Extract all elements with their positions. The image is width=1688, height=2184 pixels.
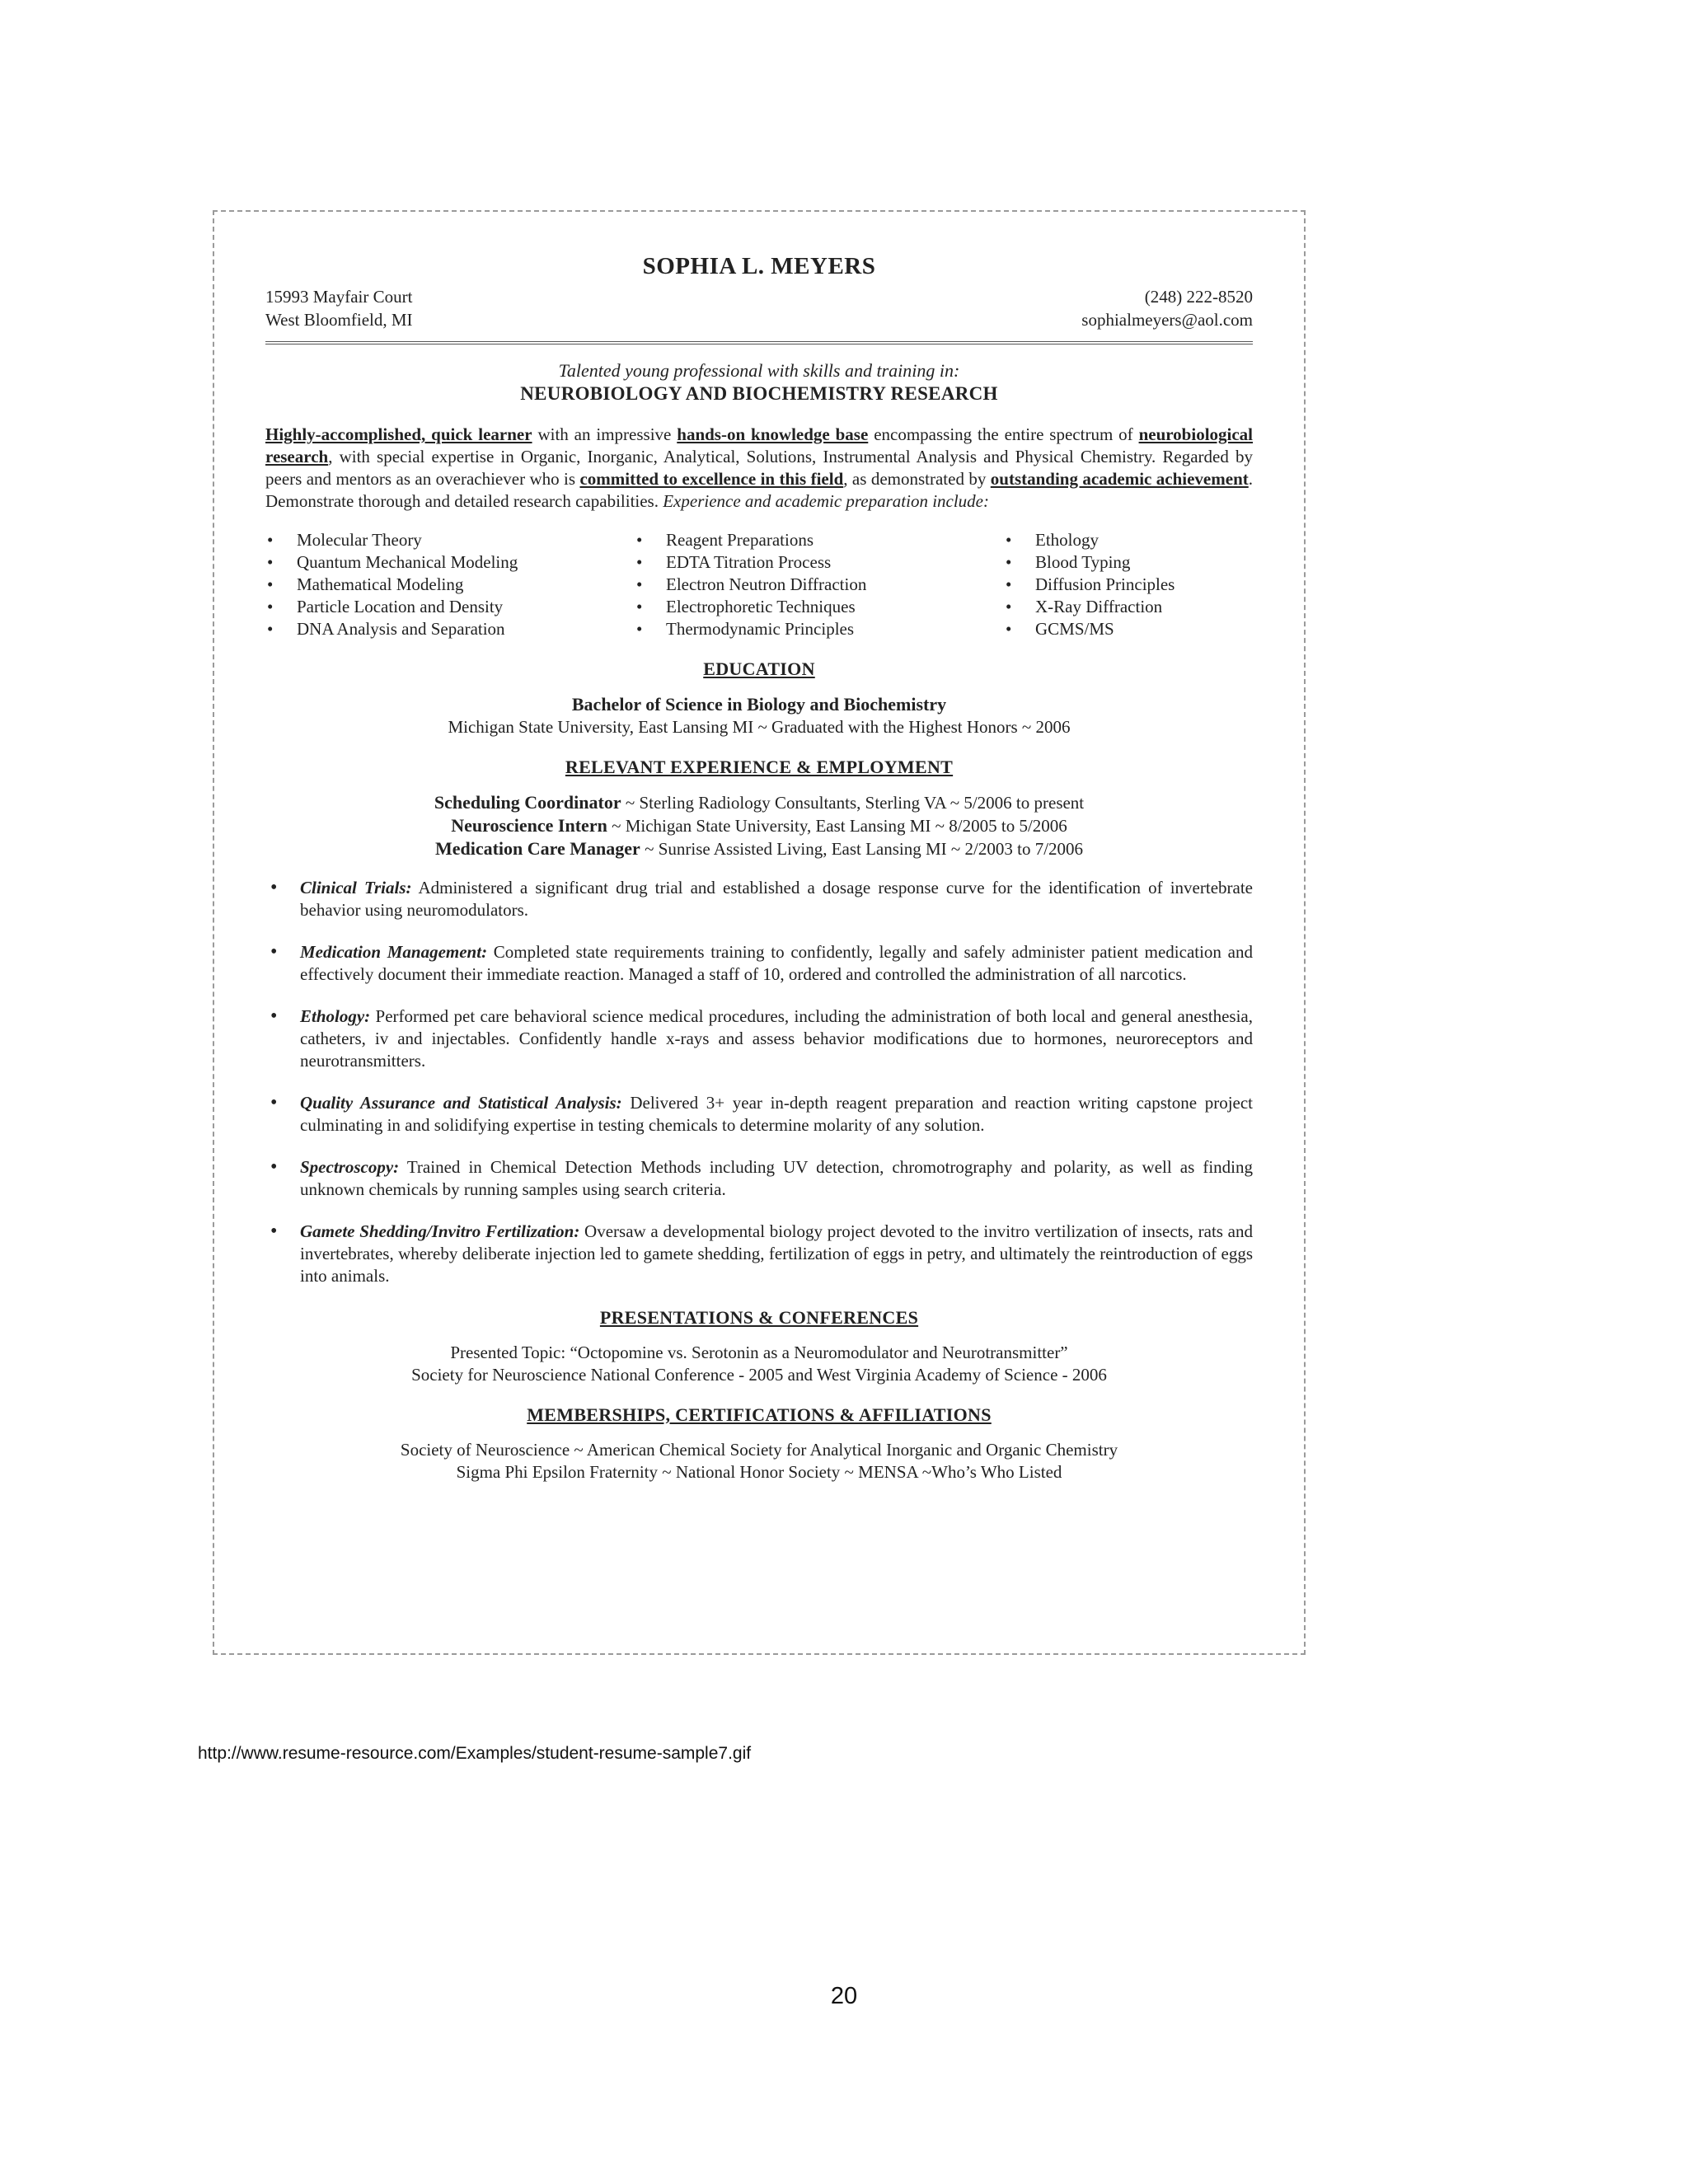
job-title: Medication Care Manager — [434, 838, 640, 859]
source-url: http://www.resume-resource.com/Examples/student-resume-sample7.gif — [198, 1744, 752, 1763]
experience-bullet — [265, 1092, 1253, 1137]
experience-bullet — [265, 1005, 1253, 1072]
skill-item: • Diffusion Principles — [1004, 574, 1253, 596]
contact-block — [1081, 285, 1253, 331]
summary-highlight-9: outstanding academic achievement — [990, 469, 1249, 489]
job-title: Neuroscience Intern — [451, 815, 607, 836]
bullet-text: Completed state requirements training to confidently, legally and safely administer patient medication and effectively document their immediate reaction. Managed a staff of 10, ordered and controlled the administration of all narcotics. — [300, 942, 1253, 984]
education-heading: EDUCATION — [703, 658, 815, 679]
skills-column-3 — [1004, 529, 1253, 640]
experience-heading: RELEVANT EXPERIENCE & EMPLOYMENT — [565, 757, 954, 777]
header-divider — [265, 341, 1253, 344]
memberships-heading: MEMBERSHIPS, CERTIFICATIONS & AFFILIATIONS — [527, 1404, 992, 1425]
skill-item: • X-Ray Diffraction — [1004, 596, 1253, 618]
education-degree — [265, 693, 1253, 716]
summary-highlight-1: Highly-accomplished, quick learner — [265, 424, 532, 444]
presentations-heading: PRESENTATIONS & CONFERENCES — [599, 1307, 919, 1328]
job-line — [265, 791, 1253, 814]
job-detail: ~ Sunrise Assisted Living, East Lansing MI ~ 2/2003 to 7/2006 — [640, 839, 1084, 859]
summary-text-6: , with special expertise in Organic, Inorganic, Analytical, Solutions, Instrumental Analysis and Physical Chemistry. Regarded by peers and mentors as an overachiever who is — [265, 447, 1253, 489]
address-line-2: West Bloomfield, MI — [265, 310, 413, 330]
skill-item: • Quantum Mechanical Modeling — [265, 551, 635, 574]
bullet-lead: Ethology: — [300, 1006, 371, 1026]
job-line — [265, 837, 1253, 860]
skill-item: • DNA Analysis and Separation — [265, 618, 635, 640]
job-title: Scheduling Coordinator — [434, 792, 621, 813]
summary-text-4: encompassing the entire spectrum of — [868, 424, 1139, 444]
skill-item: • GCMS/MS — [1004, 618, 1253, 640]
bullet-text: Delivered 3+ year in-depth reagent preparation and reaction writing capstone project culminating in and solidifying expertise in testing chemicals to determine molarity of any solution. — [300, 1093, 1253, 1135]
summary-text-10: . Demonstrate thorough and detailed research capabilities. — [265, 469, 1253, 511]
bullet-lead: Spectroscopy: — [300, 1157, 400, 1177]
skill-item: • Mathematical Modeling — [265, 574, 635, 596]
memberships-line-1: Society of Neuroscience ~ American Chemical Society for Analytical Inorganic and Organic Chemistry — [400, 1440, 1118, 1460]
page-number: 20 — [830, 1983, 858, 2009]
skill-item: • Electrophoretic Techniques — [635, 596, 1004, 618]
summary-italic-11: Experience and academic preparation include: — [663, 491, 989, 511]
skill-item: • Molecular Theory — [265, 529, 635, 551]
presentation-topic: Presented Topic: “Octopomine vs. Serotonin as a Neuromodulator and Neurotransmitter” — [450, 1343, 1068, 1362]
experience-bullet — [265, 941, 1253, 986]
tagline: Talented young professional with skills and training in: — [558, 360, 960, 381]
experience-bullet — [265, 1221, 1253, 1287]
education-details: Michigan State University, East Lansing MI ~ Graduated with the Highest Honors ~ 2006 — [448, 717, 1071, 737]
skill-item: • Thermodynamic Principles — [635, 618, 1004, 640]
summary-text-8: , as demonstrated by — [843, 469, 991, 489]
summary-highlight-5: neurobiological research — [265, 424, 1254, 466]
skill-item: • Ethology — [1004, 529, 1253, 551]
skill-item: • Reagent Preparations — [635, 529, 1004, 551]
bullet-lead: Medication Management: — [300, 942, 488, 962]
contact-row — [265, 285, 1253, 331]
bullet-text: Administered a significant drug trial and established a dosage response curve for the identification of invertebrate behavior using neuromodulators. — [300, 878, 1253, 920]
resume-name: SOPHIA L. MEYERS — [642, 253, 876, 279]
email-address: sophialmeyers@aol.com — [1081, 310, 1253, 330]
summary-text-2: with an impressive — [532, 424, 678, 444]
bullet-text: Oversaw a developmental biology project devoted to the invitro vertilization of insects, rats and invertebrates, whereby deliberate injection led to gamete shedding, fertilization of eggs in petry, and ultimately the reintroduction of eggs into animals. — [300, 1221, 1253, 1286]
summary-highlight-7: committed to excellence in this field — [579, 469, 844, 489]
headline-title: NEUROBIOLOGY AND BIOCHEMISTRY RESEARCH — [520, 383, 998, 404]
job-detail: ~ Michigan State University, East Lansing MI ~ 8/2005 to 5/2006 — [607, 816, 1067, 836]
bullet-lead: Gamete Shedding/Invitro Fertilization: — [300, 1221, 580, 1241]
address-line-1: 15993 Mayfair Court — [265, 287, 413, 307]
resume-content — [265, 253, 1253, 1483]
bullet-lead: Clinical Trials: — [300, 878, 412, 898]
bullet-lead: Quality Assurance and Statistical Analysis: — [300, 1093, 622, 1113]
bullet-text: Trained in Chemical Detection Methods including UV detection, chromotrography and polarity, as well as finding unknown chemicals by running samples using search criteria. — [300, 1157, 1253, 1199]
address-block — [265, 285, 413, 331]
skill-item: • Electron Neutron Diffraction — [635, 574, 1004, 596]
skill-item: • Blood Typing — [1004, 551, 1253, 574]
experience-bullet — [265, 1156, 1253, 1201]
experience-bullets — [265, 877, 1253, 1287]
skills-grid — [265, 529, 1253, 640]
resume-image-frame — [213, 210, 1306, 1655]
degree-title: Bachelor of Science in Biology and Biochemistry — [571, 694, 947, 715]
memberships-line-2: Sigma Phi Epsilon Fraternity ~ National Honor Society ~ MENSA ~Who’s Who Listed — [456, 1462, 1062, 1482]
skills-column-2 — [635, 529, 1004, 640]
job-line — [265, 814, 1253, 837]
phone-number: (248) 222-8520 — [1144, 287, 1253, 307]
job-detail: ~ Sterling Radiology Consultants, Sterling VA ~ 5/2006 to present — [621, 793, 1085, 813]
presentation-venue: Society for Neuroscience National Conference - 2005 and West Virginia Academy of Science - 2006 — [411, 1365, 1107, 1385]
bullet-text: Performed pet care behavioral science medical procedures, including the administration of both local and general anesthesia, catheters, iv and injectables. Confidently handle x-rays and assess behavior modifications due to hormones, neuroreceptors and neurotransmitters. — [300, 1006, 1253, 1071]
skill-item: • EDTA Titration Process — [635, 551, 1004, 574]
skill-item: • Particle Location and Density — [265, 596, 635, 618]
skills-column-1 — [265, 529, 635, 640]
experience-bullet — [265, 877, 1253, 921]
summary-highlight-3: hands-on knowledge base — [677, 424, 869, 444]
summary-paragraph — [265, 424, 1253, 513]
